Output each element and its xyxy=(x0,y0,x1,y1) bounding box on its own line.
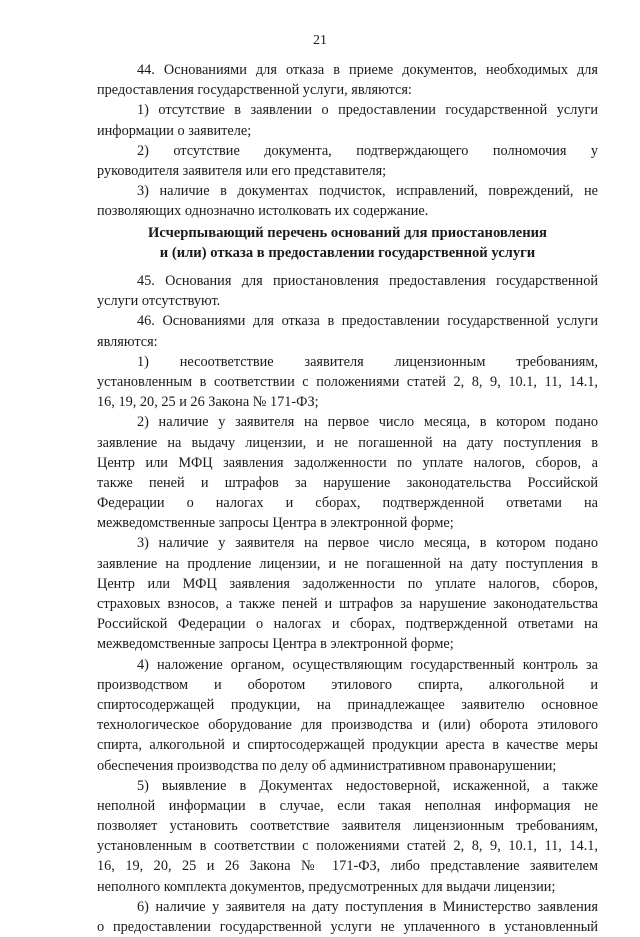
page-number: 21 xyxy=(313,33,327,48)
text-line: производством и оборотом этилового спирта, алкогольной и xyxy=(97,676,598,693)
text-line: установленным в соответствии с положениями статей 2, 8, 9, 10.1, 11, 14.1, xyxy=(97,838,598,855)
text-line: 2) наличие у заявителя на первое число месяца, в котором подано xyxy=(137,414,598,431)
text-line: 6) наличие у заявителя на дату поступления в Министерство заявления xyxy=(137,898,598,915)
text-line: 5) выявление в Документах недостоверной, искаженной, а также xyxy=(137,777,598,794)
text-line: предоставления государственной услуги, являются: xyxy=(97,82,412,99)
text-line: обеспечения производства по делу об административном правонарушении; xyxy=(97,757,557,774)
text-line: Федерации о налогах и сборах, подтвержденной ответами на xyxy=(97,495,598,512)
text-line: позволяет установить соответствие заявителя лицензионным требованиям, xyxy=(97,818,598,835)
text-line: заявление на продление лицензии, и не погашенной на дату поступления в xyxy=(97,555,598,572)
text-line: Центр или МФЦ заявления задолженности по уплате налогов, сборов, а xyxy=(97,454,598,471)
text-line: 16, 19, 20, 25 и 26 Закона № 171-ФЗ; xyxy=(97,394,319,411)
text-line: спиртосодержащей продукции, на принадлежащее заявителю основное xyxy=(97,696,598,713)
text-line: 45. Основания для приостановления предоставления государственной xyxy=(137,273,598,289)
text-line: 46. Основаниями для отказа в предоставлении государственной услуги xyxy=(137,313,598,330)
section-heading xyxy=(97,223,598,263)
text-line: 44. Основаниями для отказа в приеме документов, необходимых для xyxy=(137,62,598,78)
text-line: 1) отсутствие в заявлении о предоставлении государственной услуги xyxy=(137,102,598,119)
text-line: 4) наложение органом, осуществляющим государственный контроль за xyxy=(137,656,598,673)
text-line: информации о заявителе; xyxy=(97,122,252,139)
text-line: 3) наличие в документах подчисток, исправлений, повреждений, не xyxy=(137,183,598,200)
text-line: услуги отсутствуют. xyxy=(97,293,221,310)
text-line: технологическое оборудование для производства и (или) оборота этилового xyxy=(97,717,598,734)
text-line: межведомственные запросы Центра в электронной форме; xyxy=(97,636,454,653)
text-line: 2) отсутствие документа, подтверждающего полномочия у xyxy=(137,142,598,159)
text-line: руководителя заявителя или его представителя; xyxy=(97,162,387,179)
text-line: также пеней и штрафов за нарушение законодательства Российской xyxy=(97,474,598,491)
text-line: 3) наличие у заявителя на первое число месяца, в котором подано xyxy=(137,535,598,552)
text-line: Российской Федерации о налогах и сборах, подтвержденной ответами на xyxy=(97,616,598,633)
text-line: о предоставлении государственной услуги не уплаченного в установленный xyxy=(97,919,598,935)
text-line: позволяющих однозначно истолковать их содержание. xyxy=(97,203,429,220)
paragraph-44 xyxy=(97,60,598,222)
text-line: неполного комплекта документов, предусмотренных для выдачи лицензии; xyxy=(97,878,556,895)
text-line: межведомственные запросы Центра в электронной форме; xyxy=(97,515,454,532)
heading-line: Исчерпывающий перечень оснований для приостановления xyxy=(148,225,547,241)
text-line: неполной информации в случае, если такая неполная информация не xyxy=(97,797,598,814)
heading-line: и (или) отказа в предоставлении государственной услуги xyxy=(159,245,536,262)
paragraphs-45-46 xyxy=(97,271,598,937)
text-line: страховых взносов, а также пеней и штрафов за нарушение законодательства xyxy=(97,596,598,612)
text-line: заявление на выдачу лицензии, и не погашенной на дату поступления в xyxy=(97,434,598,451)
text-line: 16, 19, 20, 25 и 26 Закона № 171-ФЗ, либо представление заявителем xyxy=(97,858,598,875)
text-line: установленным в соответствии с положениями статей 2, 8, 9, 10.1, 11, 14.1, xyxy=(97,373,598,390)
text-line: 1) несоответствие заявителя лицензионным требованиям, xyxy=(137,353,598,370)
text-line: спирта, алкогольной и спиртосодержащей продукции ареста в качестве меры xyxy=(97,737,598,754)
text-line: являются: xyxy=(97,333,158,350)
text-line: Центр или МФЦ заявления задолженности по уплате налогов, сборов, xyxy=(97,575,598,592)
